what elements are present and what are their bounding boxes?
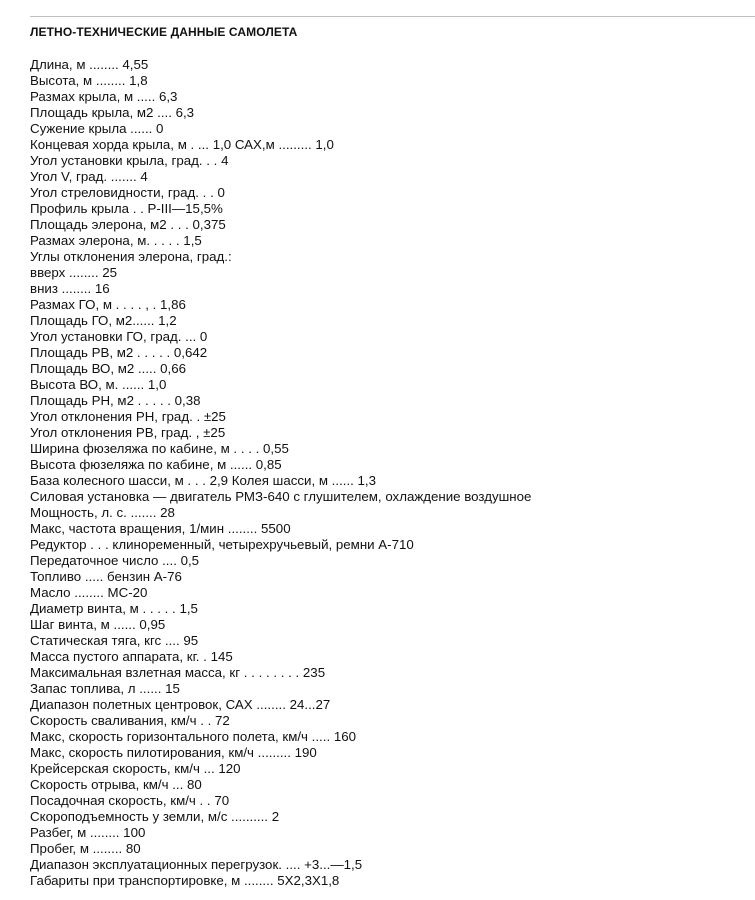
spec-line: Скорость отрыва, км/ч ... 80: [30, 777, 202, 792]
document-title: ЛЕТНО-ТЕХНИЧЕСКИЕ ДАННЫЕ САМОЛЕТА: [30, 25, 298, 39]
spec-line: Масло ........ МС-20: [30, 585, 148, 600]
spec-line: Передаточное число .... 0,5: [30, 553, 200, 568]
spec-line: Мощность, л. с. ....... 28: [30, 505, 175, 520]
spec-line: Ширина фюзеляжа по кабине, м . . . . 0,55: [30, 441, 289, 456]
spec-line: Высота ВО, м. ...... 1,0: [30, 377, 167, 392]
spec-line: Скорость сваливания, км/ч . . 72: [30, 713, 230, 728]
spec-line: Площадь РВ, м2 . . . . . 0,642: [30, 345, 208, 360]
spec-line: Размах элерона, м. . . . . 1,5: [30, 233, 202, 248]
spec-line: Габариты при транспортировке, м ........ 5Х2,3Х1,8: [30, 873, 340, 888]
spec-line: Шаг винта, м ...... 0,95: [30, 617, 166, 632]
spec-line: Угол стреловидности, град. . . 0: [30, 185, 225, 200]
spec-line: База колесного шасси, м . . . 2,9 Колея шасси, м ...... 1,3: [30, 473, 377, 488]
spec-line: Силовая установка — двигатель РМЗ-640 с глушителем, охлаждение воздушное: [30, 489, 532, 504]
spec-line: Диапазон эксплуатационных перегрузок. .... +3...—1,5: [30, 857, 363, 872]
spec-line: Угол отклонения РН, град. . ±25: [30, 409, 226, 424]
spec-line: Площадь крыла, м2 .... 6,3: [30, 105, 195, 120]
spec-line: Запас топлива, л ...... 15: [30, 681, 180, 696]
spec-line: Скороподъемность у земли, м/с .......... 2: [30, 809, 280, 824]
spec-line: Масса пустого аппарата, кг. . 145: [30, 649, 233, 664]
spec-line: Длина, м ........ 4,55: [30, 57, 149, 72]
spec-line: Крейсерская скорость, км/ч ... 120: [30, 761, 241, 776]
spec-line: Статическая тяга, кгс .... 95: [30, 633, 199, 648]
spec-line: Высота фюзеляжа по кабине, м ...... 0,85: [30, 457, 282, 472]
top-divider: [30, 16, 755, 17]
spec-line: Диапазон полетных центровок, САХ ........ 24...27: [30, 697, 331, 712]
spec-line: Макс, частота вращения, 1/мин ........ 5500: [30, 521, 291, 536]
specifications-list: [30, 57, 531, 889]
spec-line: Диаметр винта, м . . . . . 1,5: [30, 601, 198, 616]
spec-line: Концевая хорда крыла, м . ... 1,0 САХ,м ......... 1,0: [30, 137, 334, 152]
spec-line: Профиль крыла . . Р-III—15,5%: [30, 201, 223, 216]
spec-line: Углы отклонения элерона, град.:: [30, 249, 232, 264]
spec-line: Площадь элерона, м2 . . . 0,375: [30, 217, 226, 232]
spec-line: Максимальная взлетная масса, кг . . . . . . . . 235: [30, 665, 326, 680]
spec-line: Сужение крыла ...... 0: [30, 121, 164, 136]
spec-line: Размах крыла, м ..... 6,3: [30, 89, 178, 104]
spec-line: Угол установки ГО, град. ... 0: [30, 329, 208, 344]
spec-line: Угол установки крыла, град. . . 4: [30, 153, 229, 168]
spec-line: Размах ГО, м . . . . , . 1,86: [30, 297, 186, 312]
spec-line: Макс, скорость горизонтального полета, км/ч ..... 160: [30, 729, 357, 744]
spec-line: Угол V, град. ....... 4: [30, 169, 148, 184]
spec-line: Посадочная скорость, км/ч . . 70: [30, 793, 230, 808]
spec-line: Высота, м ........ 1,8: [30, 73, 148, 88]
spec-line: Площадь ВО, м2 ..... 0,66: [30, 361, 187, 376]
spec-line: Редуктор . . . клиноременный, четырехручьевый, ремни А-710: [30, 537, 414, 552]
spec-line: вниз ........ 16: [30, 281, 110, 296]
spec-line: Площадь РН, м2 . . . . . 0,38: [30, 393, 201, 408]
spec-line: Разбег, м ........ 100: [30, 825, 146, 840]
spec-line: Топливо ..... бензин А-76: [30, 569, 182, 584]
spec-line: Площадь ГО, м2...... 1,2: [30, 313, 177, 328]
spec-line: Пробег, м ........ 80: [30, 841, 141, 856]
spec-line: Угол отклонения РВ, град. , ±25: [30, 425, 226, 440]
spec-line: Макс, скорость пилотирования, км/ч ......... 190: [30, 745, 317, 760]
spec-line: вверх ........ 25: [30, 265, 118, 280]
